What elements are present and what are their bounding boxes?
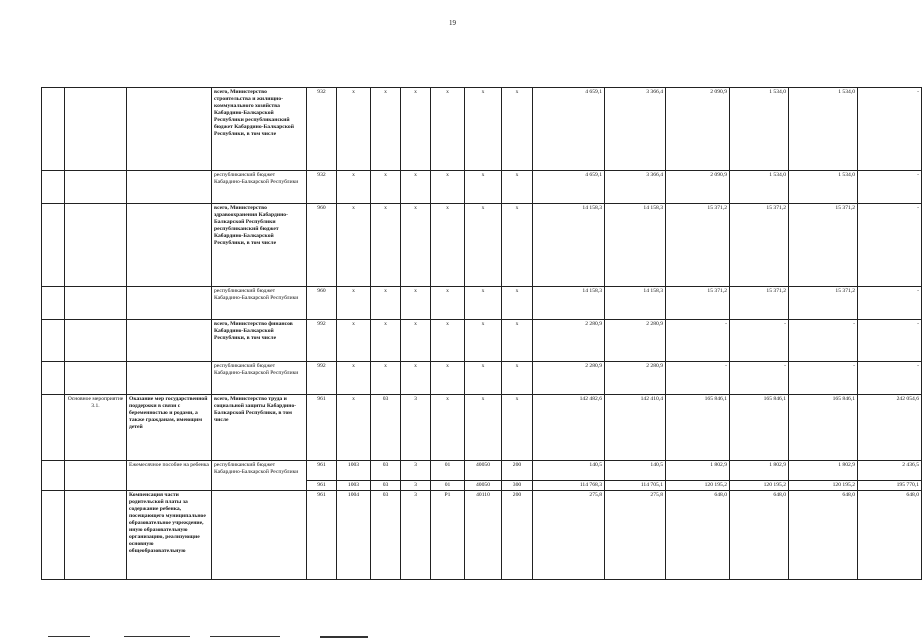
code-cell: x xyxy=(431,88,465,171)
executor-cell: республиканский бюджет Кабардино-Балкарской Республики xyxy=(212,287,307,320)
code-cell: 992 xyxy=(307,320,337,362)
empty-cell xyxy=(65,287,127,320)
amount-cell: 140,5 xyxy=(533,461,605,481)
code-cell: x xyxy=(431,320,465,362)
code-cell: 03 xyxy=(371,395,401,461)
code-cell: x xyxy=(431,204,465,287)
code-cell: 961 xyxy=(307,395,337,461)
amount-cell: 15 371,2 xyxy=(666,204,730,287)
table-row xyxy=(42,491,922,580)
executor-cell: республиканский бюджет Кабардино-Балкарской Республики xyxy=(212,461,307,491)
amount-cell: 1 534,0 xyxy=(730,171,789,204)
footer-line xyxy=(210,636,280,637)
code-cell: x xyxy=(465,287,502,320)
code-cell: x xyxy=(502,395,533,461)
code-cell: x xyxy=(465,320,502,362)
amount-cell: - xyxy=(858,204,922,287)
amount-cell: 3 366,4 xyxy=(605,88,666,171)
table-row xyxy=(42,461,922,481)
amount-cell: 2 280,9 xyxy=(533,320,605,362)
empty-cell xyxy=(65,204,127,287)
code-cell: 01 xyxy=(431,461,465,481)
table-row xyxy=(42,171,922,204)
empty-cell xyxy=(65,320,127,362)
code-cell: x xyxy=(337,320,371,362)
code-cell: 961 xyxy=(307,481,337,491)
empty-cell xyxy=(212,491,307,580)
amount-cell: 120 195,2 xyxy=(730,481,789,491)
empty-cell xyxy=(127,204,212,287)
footer-line xyxy=(320,636,368,638)
executor-cell: всего, Министерство строительства и жилищно-коммунального хозяйства Кабардино-Балкарской Республики республиканский бюджет Кабардино-Балкарской Республики, в том числе xyxy=(212,88,307,171)
amount-cell: - xyxy=(858,287,922,320)
amount-cell: 1 534,0 xyxy=(789,88,858,171)
amount-cell: 15 371,2 xyxy=(730,204,789,287)
amount-cell: 648,0 xyxy=(730,491,789,580)
amount-cell: 15 371,2 xyxy=(789,204,858,287)
code-cell: x xyxy=(502,362,533,395)
code-cell: x xyxy=(401,204,431,287)
amount-cell: 1 802,9 xyxy=(730,461,789,481)
amount-cell: 14 158,3 xyxy=(533,204,605,287)
code-cell: 40050 xyxy=(465,461,502,481)
amount-cell: - xyxy=(666,320,730,362)
code-cell: 1003 xyxy=(337,461,371,481)
amount-cell: 3 366,4 xyxy=(605,171,666,204)
executor-cell: республиканский бюджет Кабардино-Балкарской Республики xyxy=(212,362,307,395)
code-cell: 40110 xyxy=(465,491,502,580)
measure-name-cell: Ежемесячное пособие на ребенка xyxy=(127,461,212,491)
amount-cell: - xyxy=(730,320,789,362)
code-cell: 3 xyxy=(401,481,431,491)
code-cell: 01 xyxy=(431,481,465,491)
page-number: 19 xyxy=(449,19,456,27)
amount-cell: 14 158,3 xyxy=(533,287,605,320)
amount-cell: - xyxy=(789,320,858,362)
code-cell: 932 xyxy=(307,171,337,204)
amount-cell: - xyxy=(789,362,858,395)
amount-cell: 2 090,9 xyxy=(666,88,730,171)
code-cell: 961 xyxy=(307,491,337,580)
executor-cell: всего, Министерство финансов Кабардино-Балкарской Республики, в том числе xyxy=(212,320,307,362)
empty-cell xyxy=(42,491,65,580)
executor-cell: республиканский бюджет Кабардино-Балкарской Республики xyxy=(212,171,307,204)
code-cell: x xyxy=(337,88,371,171)
code-cell: x xyxy=(431,362,465,395)
code-cell: 1004 xyxy=(337,491,371,580)
code-cell: x xyxy=(401,362,431,395)
amount-cell: 1 802,9 xyxy=(789,461,858,481)
code-cell: 960 xyxy=(307,287,337,320)
amount-cell: 114 705,1 xyxy=(605,481,666,491)
amount-cell: 14 158,3 xyxy=(605,204,666,287)
code-cell: x xyxy=(502,320,533,362)
amount-cell: 2 090,9 xyxy=(666,171,730,204)
code-cell: x xyxy=(502,171,533,204)
code-cell: x xyxy=(431,395,465,461)
code-cell: x xyxy=(465,171,502,204)
amount-cell: 1 802,9 xyxy=(666,461,730,481)
code-cell: x xyxy=(465,362,502,395)
budget-table xyxy=(41,87,922,580)
code-cell: 03 xyxy=(371,481,401,491)
amount-cell: 648,0 xyxy=(666,491,730,580)
amount-cell: 120 195,2 xyxy=(666,481,730,491)
code-cell: 961 xyxy=(307,461,337,481)
amount-cell: 15 371,2 xyxy=(789,287,858,320)
empty-cell xyxy=(65,171,127,204)
code-cell: x xyxy=(431,171,465,204)
code-cell: x xyxy=(465,395,502,461)
amount-cell: 142 410,4 xyxy=(605,395,666,461)
amount-cell: 1 534,0 xyxy=(730,88,789,171)
table-row xyxy=(42,395,922,461)
code-cell: x xyxy=(337,171,371,204)
amount-cell: - xyxy=(730,362,789,395)
measure-name-cell: Компенсация части родительской платы за содержание ребенка, посещающего муниципальное образовательное учреждение, иную образовательную организацию, реализующие основную общеобразовательную xyxy=(127,491,212,580)
table-row xyxy=(42,320,922,362)
empty-cell xyxy=(42,395,65,461)
code-cell: x xyxy=(371,204,401,287)
code-cell: x xyxy=(465,204,502,287)
empty-cell xyxy=(127,287,212,320)
code-cell: x xyxy=(337,204,371,287)
empty-cell xyxy=(42,287,65,320)
amount-cell: - xyxy=(858,320,922,362)
empty-cell xyxy=(127,320,212,362)
amount-cell: 648,0 xyxy=(858,491,922,580)
status-cell: Основное мероприятие 3.1. xyxy=(65,395,127,461)
table-row xyxy=(42,88,922,171)
code-cell: 960 xyxy=(307,204,337,287)
amount-cell: - xyxy=(666,362,730,395)
table-row xyxy=(42,204,922,287)
empty-cell xyxy=(65,362,127,395)
amount-cell: 275,8 xyxy=(533,491,605,580)
amount-cell: 120 195,2 xyxy=(789,481,858,491)
executor-cell: всего, Министерство здравоохранения Кабардино-Балкарской Республики республиканский бюджет Кабардино-Балкарской Республики, в том числе xyxy=(212,204,307,287)
amount-cell: 165 846,1 xyxy=(666,395,730,461)
code-cell: x xyxy=(371,362,401,395)
amount-cell: 165 846,1 xyxy=(730,395,789,461)
amount-cell: - xyxy=(858,362,922,395)
amount-cell: 165 846,1 xyxy=(789,395,858,461)
empty-cell xyxy=(127,88,212,171)
code-cell: x xyxy=(337,362,371,395)
empty-cell xyxy=(42,320,65,362)
footer-line xyxy=(48,636,90,637)
code-cell: 40050 xyxy=(465,481,502,491)
amount-cell: 2 436,5 xyxy=(858,461,922,481)
code-cell: x xyxy=(337,395,371,461)
code-cell: P1 xyxy=(431,491,465,580)
code-cell: 200 xyxy=(502,461,533,481)
empty-cell xyxy=(42,171,65,204)
empty-cell xyxy=(42,362,65,395)
amount-cell: 15 371,2 xyxy=(730,287,789,320)
amount-cell: 242 054,6 xyxy=(858,395,922,461)
code-cell: x xyxy=(502,287,533,320)
amount-cell: 2 280,9 xyxy=(605,362,666,395)
code-cell: x xyxy=(371,88,401,171)
code-cell: 03 xyxy=(371,461,401,481)
code-cell: x xyxy=(401,320,431,362)
code-cell: 03 xyxy=(371,491,401,580)
code-cell: 3 xyxy=(401,491,431,580)
amount-cell: 140,5 xyxy=(605,461,666,481)
amount-cell: 14 158,3 xyxy=(605,287,666,320)
code-cell: x xyxy=(502,204,533,287)
code-cell: 992 xyxy=(307,362,337,395)
table-row xyxy=(42,287,922,320)
empty-cell xyxy=(42,461,65,491)
amount-cell: 2 280,9 xyxy=(533,362,605,395)
amount-cell: - xyxy=(858,88,922,171)
code-cell: x xyxy=(371,287,401,320)
code-cell: 3 xyxy=(401,461,431,481)
empty-cell xyxy=(42,88,65,171)
empty-cell xyxy=(65,491,127,580)
code-cell: x xyxy=(337,287,371,320)
amount-cell: 15 371,2 xyxy=(666,287,730,320)
amount-cell: - xyxy=(858,171,922,204)
empty-cell xyxy=(127,362,212,395)
code-cell: x xyxy=(401,88,431,171)
code-cell: 200 xyxy=(502,491,533,580)
empty-cell xyxy=(65,461,127,491)
footer-line xyxy=(124,636,190,637)
code-cell: 932 xyxy=(307,88,337,171)
code-cell: 3 xyxy=(401,395,431,461)
amount-cell: 4 659,1 xyxy=(533,171,605,204)
empty-cell xyxy=(65,88,127,171)
code-cell: x xyxy=(371,320,401,362)
code-cell: x xyxy=(371,171,401,204)
empty-cell xyxy=(127,171,212,204)
amount-cell: 1 534,0 xyxy=(789,171,858,204)
empty-cell xyxy=(42,204,65,287)
amount-cell: 195 770,1 xyxy=(858,481,922,491)
code-cell: x xyxy=(465,88,502,171)
measure-name-cell: Оказание мер государственной поддержки в связи с беременностью и родами, а также гражданам, имеющим детей xyxy=(127,395,212,461)
amount-cell: 648,0 xyxy=(789,491,858,580)
amount-cell: 2 280,9 xyxy=(605,320,666,362)
code-cell: 1003 xyxy=(337,481,371,491)
amount-cell: 142 482,6 xyxy=(533,395,605,461)
code-cell: x xyxy=(401,171,431,204)
executor-cell: всего, Министерство труда и социальной защиты Кабардино-Балкарской Республики, в том числе xyxy=(212,395,307,461)
amount-cell: 114 768,3 xyxy=(533,481,605,491)
code-cell: 300 xyxy=(502,481,533,491)
amount-cell: 4 659,1 xyxy=(533,88,605,171)
code-cell: x xyxy=(401,287,431,320)
code-cell: x xyxy=(431,287,465,320)
table-row xyxy=(42,362,922,395)
amount-cell: 275,8 xyxy=(605,491,666,580)
code-cell: x xyxy=(502,88,533,171)
